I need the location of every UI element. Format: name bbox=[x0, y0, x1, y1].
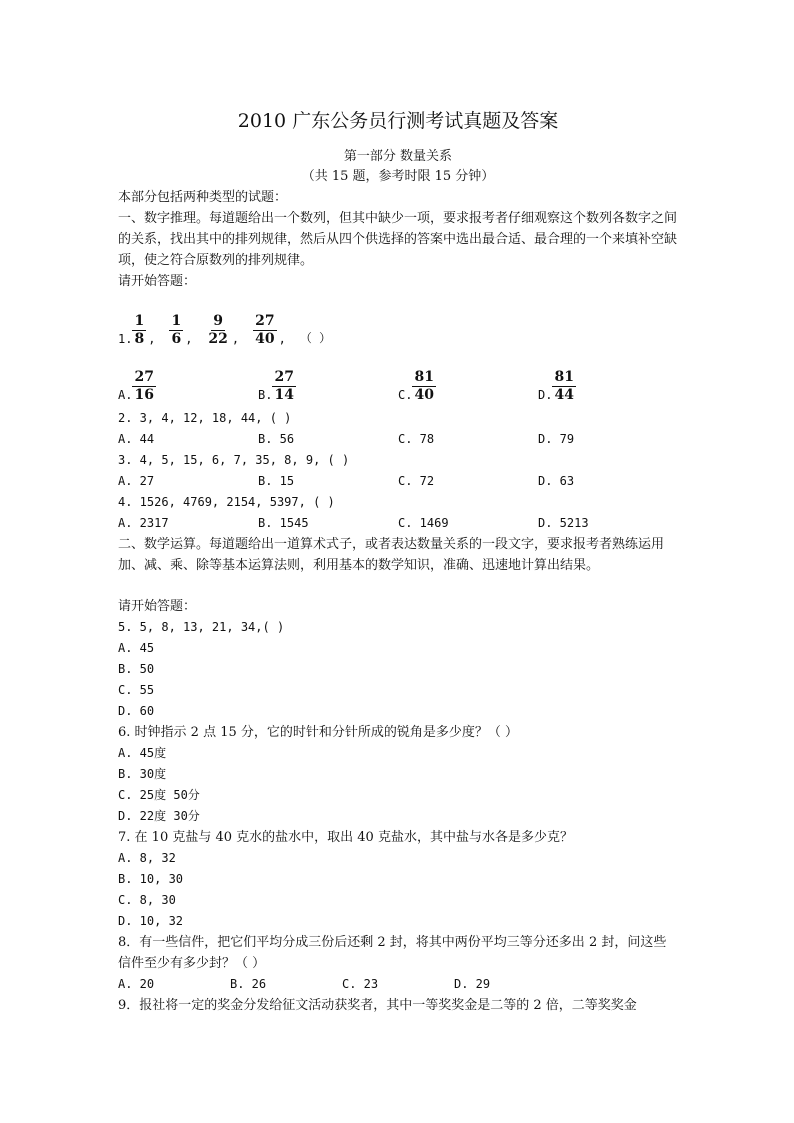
start-prompt-2: 请开始答题： bbox=[118, 599, 197, 614]
part-note: （共 15 题，参考时限 15 分钟） bbox=[301, 169, 495, 184]
q7-option-d: D. 10, 32 bbox=[118, 914, 184, 928]
q8-option-b: B. 26 bbox=[230, 977, 267, 991]
q1-term-2: $\frac{1}{6}$ bbox=[171, 313, 182, 347]
document-title: 2010 广东公务员行测考试真题及答案 bbox=[237, 110, 559, 132]
q1-option-a: A. $\frac{27}{16}$ bbox=[118, 369, 154, 403]
intro-text: 本部分包括两种类型的试题： bbox=[118, 190, 288, 205]
q1-stem: 1. $\frac{1}{8}$ , $\frac{1}{6}$ , $\frac{9}{22}$ , $\frac{27}{40}$ , （ ） bbox=[118, 313, 332, 347]
part-heading: 第一部分 数量关系 bbox=[343, 149, 453, 164]
q6-option-a: A. 45度 bbox=[118, 746, 167, 760]
q7-option-a: A. 8, 32 bbox=[118, 851, 176, 865]
q2-option-c: C. 78 bbox=[398, 432, 435, 446]
q1-term-4: $\frac{27}{40}$ bbox=[255, 313, 275, 347]
q5-option-b: B. 50 bbox=[118, 662, 155, 676]
q9-stem: 9．报社将一定的奖金分发给征文活动获奖者，其中一等奖奖金是二等的 2 倍，二等奖奖金 bbox=[118, 998, 637, 1013]
q8-option-c: C. 23 bbox=[342, 977, 379, 991]
q6-option-d: D. 22度 30分 bbox=[118, 809, 200, 823]
q5-option-d: D. 60 bbox=[118, 704, 155, 718]
q6-stem: 6. 时钟指示 2 点 15 分，它的时针和分针所成的锐角是多少度？（ ） bbox=[118, 725, 519, 740]
q8-options bbox=[118, 974, 678, 995]
q5-option-a: A. 45 bbox=[118, 641, 155, 655]
q2-options bbox=[118, 429, 678, 450]
q2-option-a: A. 44 bbox=[118, 432, 155, 446]
q3-option-c: C. 72 bbox=[398, 474, 435, 488]
q4-option-d: D. 5213 bbox=[538, 516, 589, 530]
q3-option-d: D. 63 bbox=[538, 474, 575, 488]
q1-label: 1. bbox=[118, 332, 133, 346]
q4-option-c: C. 1469 bbox=[398, 516, 449, 530]
q6-option-b: B. 30度 bbox=[118, 767, 167, 781]
q1-option-d: D. $\frac{81}{44}$ bbox=[538, 369, 574, 403]
q3-option-a: A. 27 bbox=[118, 474, 155, 488]
q1-term-1: $\frac{1}{8}$ bbox=[134, 313, 145, 347]
document-page bbox=[118, 100, 678, 1016]
q3-option-b: B. 15 bbox=[258, 474, 295, 488]
q8-option-d: D. 29 bbox=[454, 977, 491, 991]
q2-option-d: D. 79 bbox=[538, 432, 575, 446]
q1-option-c: C. $\frac{81}{40}$ bbox=[398, 369, 434, 403]
q1-term-3: $\frac{9}{22}$ bbox=[208, 313, 228, 347]
start-prompt-1: 请开始答题： bbox=[118, 274, 197, 289]
q2-option-b: B. 56 bbox=[258, 432, 295, 446]
section1-description: 一、数字推理。每道题给出一个数列，但其中缺少一项，要求报考者仔细观察这个数列各数字之间的关系，找出其中的排列规律，然后从四个供选择的答案中选出最合适、最合理的一个来填补空缺项，使之符合原数列的排列规律。 bbox=[118, 211, 678, 268]
q2-stem: 2. 3, 4, 12, 18, 44, ( ) bbox=[118, 411, 292, 425]
q4-option-a: A. 2317 bbox=[118, 516, 169, 530]
q1-blank: （ ） bbox=[299, 331, 332, 345]
q8-stem: 8．有一些信件，把它们平均分成三份后还剩 2 封，将其中两份平均三等分还多出 2 封，问这些信件至少有多少封？（ ） bbox=[118, 935, 667, 971]
q1-options bbox=[118, 354, 678, 404]
q4-options bbox=[118, 513, 678, 534]
q4-option-b: B. 1545 bbox=[258, 516, 309, 530]
q3-stem: 3. 4, 5, 15, 6, 7, 35, 8, 9, ( ) bbox=[118, 453, 350, 467]
q5-option-c: C. 55 bbox=[118, 683, 155, 697]
section2-description: 二、数学运算。每道题给出一道算术式子，或者表达数量关系的一段文字，要求报考者熟练运用加、减、乘、除等基本运算法则，利用基本的数学知识，准确、迅速地计算出结果。 bbox=[118, 537, 665, 573]
q7-option-b: B. 10, 30 bbox=[118, 872, 184, 886]
q7-stem: 7. 在 10 克盐与 40 克水的盐水中，取出 40 克盐水，其中盐与水各是多少克？ bbox=[118, 830, 573, 845]
q6-option-c: C. 25度 50分 bbox=[118, 788, 200, 802]
q3-options bbox=[118, 471, 678, 492]
q5-stem: 5. 5, 8, 13, 21, 34,( ) bbox=[118, 620, 285, 634]
q1-option-b: B. $\frac{27}{14}$ bbox=[258, 369, 294, 403]
q4-stem: 4. 1526, 4769, 2154, 5397, ( ) bbox=[118, 495, 335, 509]
q8-option-a: A. 20 bbox=[118, 977, 155, 991]
q7-option-c: C. 8, 30 bbox=[118, 893, 176, 907]
